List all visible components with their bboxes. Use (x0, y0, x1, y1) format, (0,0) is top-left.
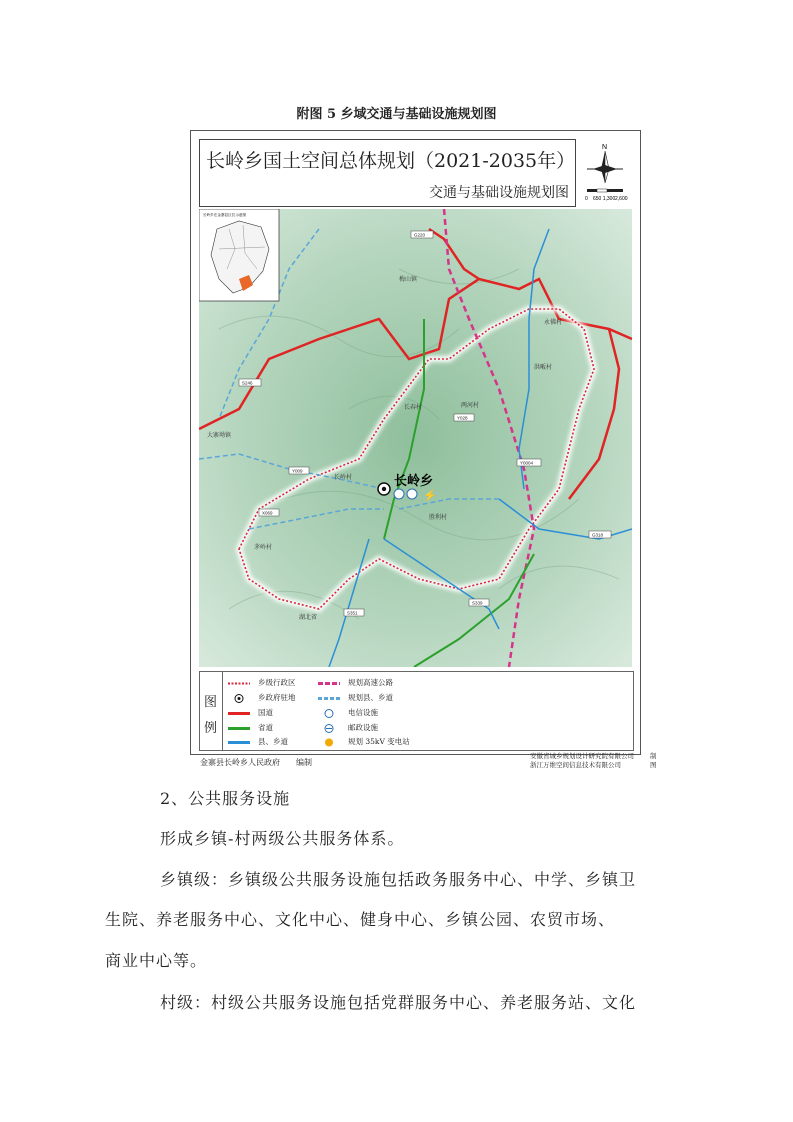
map-subtitle: 交通与基础设施规划图 (429, 185, 569, 201)
map-title: 长岭乡国土空间总体规划（2021-2035年） (206, 150, 576, 172)
road-code: Y028 (457, 415, 468, 421)
legend-item-planned-road: 规划县、乡道 (348, 693, 393, 702)
road-code: S351 (347, 610, 358, 616)
paragraph-3-line1: 村级：村级公共服务设施包括党群服务中心、养老服务站、文化 (160, 993, 637, 1012)
legend-item-county: 县、乡道 (258, 737, 288, 746)
place-name: 长春村 (404, 405, 423, 411)
road-code: G220 (414, 232, 426, 238)
section-heading: 2、公共服务设施 (160, 789, 291, 808)
legend-item-telecom: 电信设施 (318, 707, 378, 718)
road-code: G318 (592, 532, 604, 538)
place-name: 两河村 (461, 403, 480, 409)
scale-label-2: 2,600 (615, 196, 628, 202)
inset-title: 长岭乡在金寨县区位示意图 (203, 213, 247, 217)
place-name: 大寨坳镇 (207, 433, 232, 439)
postal-icon (407, 489, 417, 499)
substation-icon: ⚡ (423, 489, 437, 502)
road-code: Y009 (292, 468, 303, 474)
paragraph-2-line2: 生院、养老服务中心、文化中心、健身中心、乡镇公园、农贸市场、 (105, 910, 616, 929)
legend-item-provincial: 省道 (258, 723, 273, 732)
map-frame (190, 130, 641, 755)
credit-right: 安徽省城乡规划设计研究院有限公司 浙江万维空间信息技术有限公司 制图 (530, 752, 657, 769)
scale-label-0: 0 (585, 196, 588, 202)
legend-item-admin: 乡级行政区 (258, 678, 296, 687)
map-title-box (199, 139, 576, 207)
paragraph-1: 形成乡镇-村两级公共服务体系。 (160, 829, 405, 848)
road-code: Y0004 (520, 460, 534, 466)
road-code: X069 (262, 510, 273, 516)
north-letter: N (602, 144, 608, 151)
place-name: 洪畈村 (534, 365, 553, 371)
place-name: 湖北省 (299, 615, 318, 621)
paragraph-2-line1: 乡镇级：乡镇级公共服务设施包括政务服务中心、中学、乡镇卫 (160, 870, 637, 889)
credit-left: 金寨县长岭乡人民政府 编制 (200, 758, 312, 767)
legend-item-highway: 规划高速公路 (348, 678, 393, 687)
road-code: S339 (472, 600, 483, 606)
scale-label-1: 650 1,300 (593, 196, 616, 202)
paragraph-2-line3: 商业中心等。 (105, 951, 208, 970)
legend-item-seat: 乡政府驻地 (228, 692, 296, 703)
place-name: 胜利村 (429, 515, 448, 521)
place-name: 茅岭村 (254, 545, 273, 551)
map-canvas (199, 209, 632, 667)
figure-caption: 附图 5 乡域交通与基础设施规划图 (296, 107, 497, 122)
road-code: S246 (242, 380, 253, 386)
legend-item-substation: 规划 35kV 变电站 (318, 736, 410, 747)
legend-item-postal: 邮政设施 (318, 722, 378, 733)
telecom-icon (394, 489, 404, 499)
place-name: 长岭村 (334, 475, 353, 481)
place-name: 永佛村 (544, 320, 563, 326)
map-legend (199, 671, 634, 751)
place-name: 梅山镇 (399, 277, 418, 283)
town-label: 长岭乡 (394, 473, 434, 488)
legend-title: 图例 (204, 695, 218, 736)
north-arrow-icon (583, 139, 631, 205)
legend-item-national: 国道 (258, 708, 273, 717)
